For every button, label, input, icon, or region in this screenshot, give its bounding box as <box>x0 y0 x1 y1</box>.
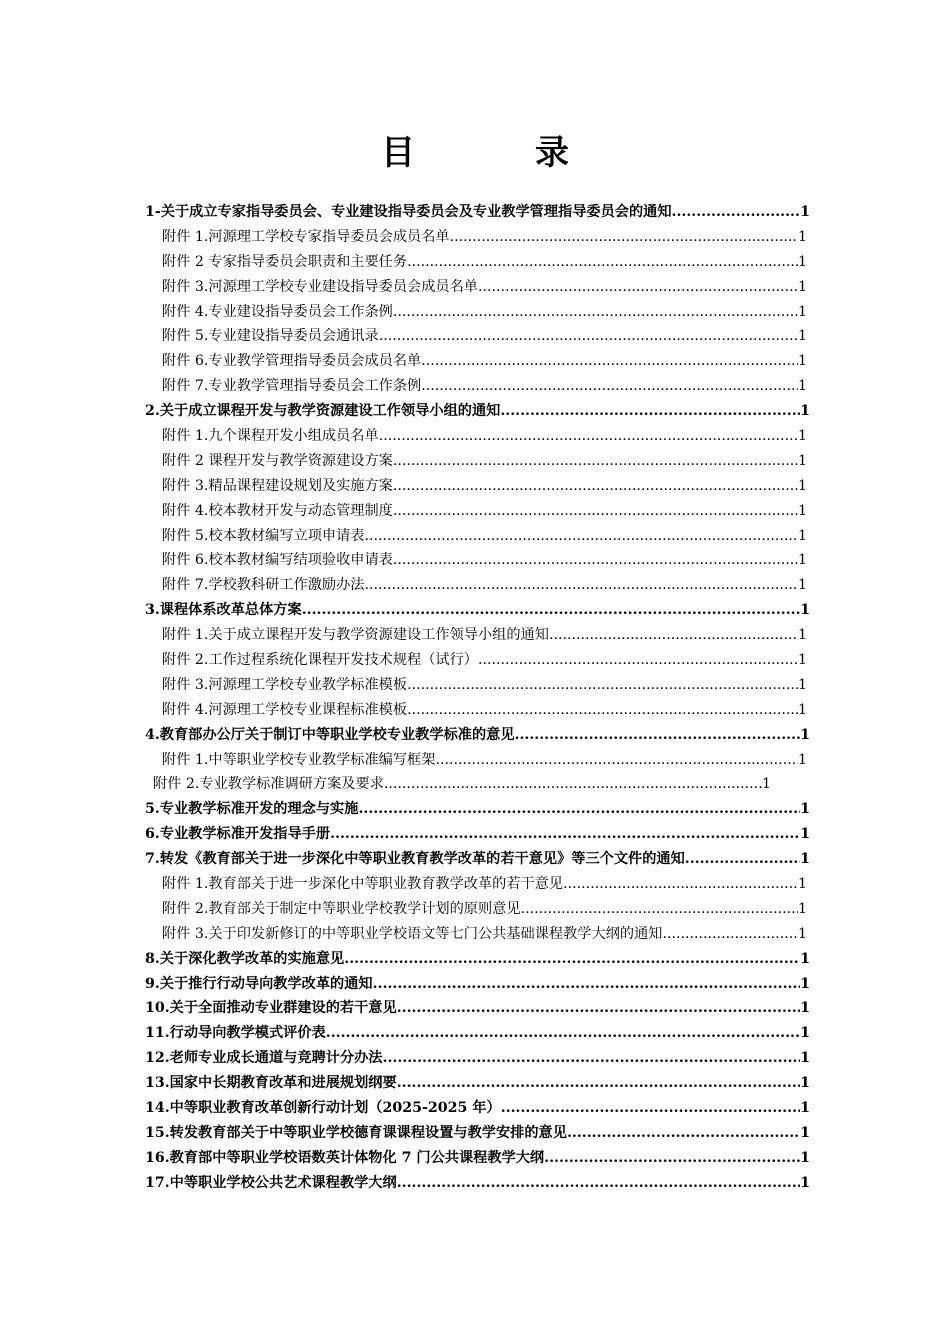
toc-entry-title: 附件 4.专业建设指导委员会工作条例 <box>162 303 393 320</box>
toc-page-number: 1 <box>797 751 807 768</box>
toc-page-number: 1 <box>797 353 807 370</box>
toc-page-number: 1 <box>800 851 810 868</box>
toc-leader-dots <box>515 723 801 748</box>
toc-entry-title: 附件 2 课程开发与教学资源建设方案 <box>162 452 393 469</box>
page-title-part2: 录 <box>535 133 569 173</box>
toc-entry[interactable] <box>145 399 810 424</box>
toc-leader-dots <box>685 847 800 872</box>
toc-page-number: 1 <box>797 676 807 693</box>
toc-page-number: 1 <box>797 876 807 893</box>
toc-entry-title: 2.关于成立课程开发与教学资源建设工作领导小组的通知 <box>145 403 501 420</box>
toc-subentry[interactable] <box>145 474 807 499</box>
toc-page-number: 1 <box>800 826 810 843</box>
toc-page-number: 1 <box>800 203 810 220</box>
toc-subentry[interactable] <box>145 548 807 573</box>
toc-entry[interactable] <box>145 997 810 1022</box>
toc-entry-title: 附件 4.校本教材开发与动态管理制度 <box>162 502 393 519</box>
toc-entry[interactable] <box>145 1046 810 1071</box>
toc-entry-title: 附件 3.河源理工学校专业建设指导委员会成员名单 <box>162 278 478 295</box>
toc-entry-title: 15.转发教育部关于中等职业学校德育课课程设置与教学安排的意见 <box>145 1124 567 1141</box>
toc-subentry[interactable] <box>145 673 807 698</box>
toc-page-number: 1 <box>797 303 807 320</box>
toc-page-number: 1 <box>797 452 807 469</box>
toc-leader-dots <box>662 922 798 947</box>
toc-leader-dots <box>450 225 798 250</box>
toc-leader-dots <box>478 648 798 673</box>
toc-entry-title: 附件 2.工作过程系统化课程开发技术规程（试行） <box>162 652 478 669</box>
toc-leader-dots <box>501 1096 800 1121</box>
toc-leader-dots <box>358 797 800 822</box>
toc-entry-title: 1-关于成立专家指导委员会、专业建设指导委员会及专业教学管理指导委员会的通知 <box>145 203 672 220</box>
toc-entry[interactable] <box>145 1021 810 1046</box>
toc-leader-dots <box>563 872 798 897</box>
toc-page-number: 1 <box>800 1124 810 1141</box>
toc-page-number: 1 <box>797 652 807 669</box>
toc-leader-dots <box>326 1021 800 1046</box>
toc-entry-title: 附件 3.关于印发新修订的中等职业学校语文等七门公共基础课程教学大纲的通知 <box>162 925 663 942</box>
toc-entry-title: 7.转发《教育部关于进一步深化中等职业教育教学改革的若干意见》等三个文件的通知 <box>145 851 685 868</box>
toc-entry-title: 附件 2 专家指导委员会职责和主要任务 <box>162 253 408 270</box>
toc-leader-dots <box>500 399 800 424</box>
toc-subentry[interactable] <box>145 275 807 300</box>
toc-page-number: 1 <box>800 950 810 967</box>
toc-leader-dots <box>407 673 798 698</box>
toc-leader-dots <box>567 1121 800 1146</box>
toc-subentry[interactable] <box>145 573 807 598</box>
toc-entry[interactable] <box>145 847 810 872</box>
toc-leader-dots <box>672 200 801 225</box>
toc-leader-dots <box>393 449 798 474</box>
toc-leader-dots <box>393 300 798 325</box>
toc-subentry[interactable] <box>145 748 807 773</box>
toc-page-number: 1 <box>797 477 807 494</box>
toc-page-number: 1 <box>797 253 807 270</box>
toc-leader-dots <box>344 947 800 972</box>
toc-subentry[interactable] <box>145 897 807 922</box>
toc-page-number: 1 <box>800 801 810 818</box>
toc-page-number: 1 <box>797 502 807 519</box>
toc-leader-dots <box>384 772 762 797</box>
toc-page-number: 1 <box>800 1050 810 1067</box>
toc-leader-dots <box>393 548 798 573</box>
table-of-contents <box>145 200 810 1196</box>
toc-page-number: 1 <box>797 328 807 345</box>
toc-leader-dots <box>365 524 798 549</box>
toc-leader-dots <box>407 698 798 723</box>
toc-leader-dots <box>544 1146 800 1171</box>
toc-entry[interactable] <box>145 1146 810 1171</box>
toc-entry-title: 附件 7.学校教科研工作激励办法 <box>162 577 365 594</box>
toc-entry-title: 12.老师专业成长通道与竞聘计分办法 <box>145 1050 383 1067</box>
toc-leader-dots <box>521 897 798 922</box>
toc-page-number: 1 <box>797 925 807 942</box>
toc-leader-dots <box>379 324 798 349</box>
toc-entry-title: 附件 1.关于成立课程开发与教学资源建设工作领导小组的通知 <box>162 627 549 644</box>
toc-entry-title: 8.关于深化教学改革的实施意见 <box>145 950 345 967</box>
toc-leader-dots <box>393 499 798 524</box>
toc-entry[interactable] <box>145 1171 810 1196</box>
toc-entry-title: 13.国家中长期教育改革和进展规划纲要 <box>145 1075 397 1092</box>
toc-page-number: 1 <box>761 776 771 793</box>
toc-leader-dots <box>379 424 798 449</box>
toc-leader-dots <box>478 275 798 300</box>
toc-entry-title: 3.课程体系改革总体方案 <box>145 602 302 619</box>
toc-page-number: 1 <box>800 1075 810 1092</box>
toc-page-number: 1 <box>797 378 807 395</box>
toc-subentry[interactable] <box>145 300 807 325</box>
toc-page-number: 1 <box>800 1174 810 1191</box>
toc-subentry[interactable] <box>145 772 771 797</box>
toc-leader-dots <box>421 349 798 374</box>
toc-entry[interactable] <box>145 972 810 997</box>
toc-page-number: 1 <box>797 701 807 718</box>
toc-page-number: 1 <box>797 278 807 295</box>
toc-entry[interactable] <box>145 797 810 822</box>
toc-leader-dots <box>397 1071 800 1096</box>
toc-entry-title: 5.专业教学标准开发的理念与实施 <box>145 801 359 818</box>
toc-entry[interactable] <box>145 723 810 748</box>
toc-entry[interactable] <box>145 200 810 225</box>
toc-entry-title: 10.关于全面推动专业群建设的若干意见 <box>145 1000 397 1017</box>
toc-leader-dots <box>421 374 798 399</box>
toc-entry[interactable] <box>145 1096 810 1121</box>
toc-entry-title: 附件 3.河源理工学校专业教学标准模板 <box>162 676 408 693</box>
toc-subentry[interactable] <box>145 250 807 275</box>
page-title <box>0 128 950 178</box>
toc-entry-title: 14.中等职业教育改革创新行动计划（2025-2025 年） <box>145 1100 501 1117</box>
toc-entry-title: 附件 4.河源理工学校专业课程标准模板 <box>162 701 408 718</box>
toc-page-number: 1 <box>797 900 807 917</box>
toc-leader-dots <box>373 972 801 997</box>
toc-entry-title: 附件 6.校本教材编写结项验收申请表 <box>162 552 393 569</box>
toc-entry[interactable] <box>145 947 810 972</box>
toc-subentry[interactable] <box>145 698 807 723</box>
toc-leader-dots <box>397 1171 800 1196</box>
toc-entry-title: 附件 1.教育部关于进一步深化中等职业教育教学改革的若干意见 <box>162 876 564 893</box>
toc-leader-dots <box>330 822 800 847</box>
toc-leader-dots <box>549 623 798 648</box>
toc-subentry[interactable] <box>145 524 807 549</box>
toc-subentry[interactable] <box>145 872 807 897</box>
toc-entry-title: 6.专业教学标准开发指导手册 <box>145 826 331 843</box>
toc-entry-title: 17.中等职业学校公共艺术课程教学大纲 <box>145 1174 397 1191</box>
toc-leader-dots <box>383 1046 801 1071</box>
toc-page-number: 1 <box>800 403 810 420</box>
toc-page-number: 1 <box>797 552 807 569</box>
toc-entry[interactable] <box>145 1121 810 1146</box>
toc-entry-title: 附件 1.河源理工学校专家指导委员会成员名单 <box>162 228 450 245</box>
toc-subentry[interactable] <box>145 623 807 648</box>
toc-page-number: 1 <box>800 975 810 992</box>
toc-entry-title: 附件 3.精品课程建设规划及实施方案 <box>162 477 393 494</box>
page-title-part1: 目 <box>381 133 415 173</box>
toc-page-number: 1 <box>800 1149 810 1166</box>
toc-entry-title: 附件 5.校本教材编写立项申请表 <box>162 527 365 544</box>
toc-entry[interactable] <box>145 1071 810 1096</box>
toc-entry-title: 附件 1.中等职业学校专业教学标准编写框架 <box>162 751 436 768</box>
toc-leader-dots <box>302 598 800 623</box>
toc-subentry[interactable] <box>145 424 807 449</box>
toc-page-number: 1 <box>797 228 807 245</box>
toc-entry-title: 附件 1.九个课程开发小组成员名单 <box>162 428 379 444</box>
toc-page-number: 1 <box>797 627 807 644</box>
toc-subentry[interactable] <box>145 349 807 374</box>
toc-page-number: 1 <box>800 1000 810 1017</box>
toc-entry-title: 附件 5.专业建设指导委员会通讯录 <box>162 328 379 345</box>
toc-entry-title: 11.行动导向教学模式评价表 <box>145 1025 326 1042</box>
toc-subentry[interactable] <box>145 922 807 947</box>
toc-entry[interactable] <box>145 598 810 623</box>
toc-entry-title: 附件 6.专业教学管理指导委员会成员名单 <box>162 353 422 370</box>
toc-page-number: 1 <box>800 1100 810 1117</box>
toc-entry-title: 附件 2.教育部关于制定中等职业学校教学计划的原则意见 <box>162 900 521 917</box>
toc-leader-dots <box>397 996 800 1021</box>
toc-page-number: 1 <box>800 1025 810 1042</box>
toc-subentry[interactable] <box>145 324 807 349</box>
toc-leader-dots <box>365 573 798 598</box>
toc-leader-dots <box>407 250 798 275</box>
toc-page-number: 1 <box>797 527 807 544</box>
toc-subentry[interactable] <box>145 499 807 524</box>
toc-leader-dots <box>435 748 798 773</box>
toc-page-number: 1 <box>797 577 807 594</box>
toc-entry-title: 4.教育部办公厅关于制订中等职业学校专业教学标准的意见 <box>145 726 515 743</box>
toc-entry-title: 附件 2.专业教学标准调研方案及要求 <box>153 776 384 793</box>
toc-leader-dots <box>393 474 798 499</box>
toc-entry-title: 9.关于推行行动导向教学改革的通知 <box>145 975 373 992</box>
toc-entry[interactable] <box>145 822 810 847</box>
toc-entry-title: 16.教育部中等职业学校语数英计体物化 7 门公共课程教学大纲 <box>145 1149 545 1166</box>
toc-subentry[interactable] <box>145 449 807 474</box>
toc-page-number: 1 <box>800 726 810 743</box>
toc-entry-title: 附件 7.专业教学管理指导委员会工作条例 <box>162 378 422 395</box>
toc-page-number: 1 <box>800 602 810 619</box>
toc-subentry[interactable] <box>145 225 807 250</box>
toc-subentry[interactable] <box>145 648 807 673</box>
toc-page-number: 1 <box>797 428 807 444</box>
toc-subentry[interactable] <box>145 374 807 399</box>
